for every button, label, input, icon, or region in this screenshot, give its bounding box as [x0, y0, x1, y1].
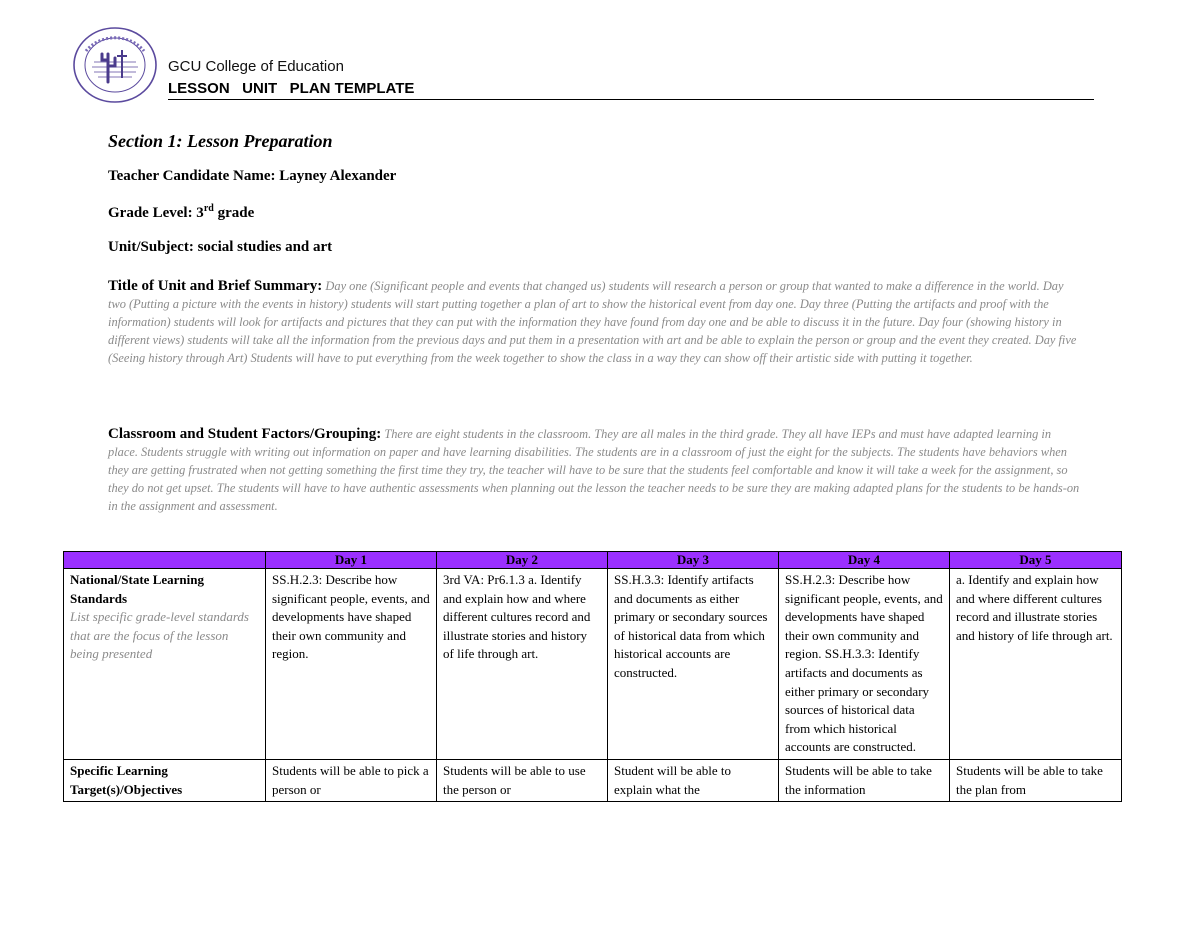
grade-level-suffix: grade: [213, 205, 255, 221]
student-factors-text: There are eight students in the classroom. They are all males in the third grade. They all have IEPs and must have adapted learning in place. Students struggle with writing out information on paper and have learning disabilities. The students are in a classroom of just the eight for the subjects. The students have behaviors when they are getting frustrated when not getting something the first time they try, the teacher will have to be sure that the students feel comfortable and know it will take a week for the assignment, so they do not get upset. The students will have to have authentic assessments when planning out the lesson the teacher needs to be sure they are making adapted plans for the students to be hands-on in the assignment and assessment.: [108, 427, 1080, 513]
college-name: GCU College of Education: [168, 58, 344, 75]
unit-subject-field: Unit/Subject: social studies and art: [108, 239, 333, 255]
header-cell-day-1: Day 1: [266, 552, 437, 569]
table-cell: SS.H.3.3: Identify artifacts and documents as either primary or secondary sources of historical data from which historical accounts are constructed.: [608, 569, 779, 760]
grade-level-field: [108, 203, 254, 222]
table-cell: 3rd VA: Pr6.1.3 a. Identify and explain how and where different cultures record and illustrate stories and history of life through art.: [437, 569, 608, 760]
grade-level-sup: rd: [203, 203, 214, 214]
unit-summary-label: Title of Unit and Brief Summary:: [108, 278, 323, 294]
section-heading: Section 1: Lesson Preparation: [108, 131, 333, 151]
row-label-text: National/State Learning Standards: [70, 572, 204, 606]
table-cell: a. Identify and explain how and where different cultures record and illustrate stories and history of life through art.: [950, 569, 1122, 760]
table-cell: Students will be able to take the information: [779, 759, 950, 801]
header-cell-day-5: Day 5: [950, 552, 1122, 569]
teacher-name-field: Teacher Candidate Name: Layney Alexander: [108, 168, 397, 184]
row-label-text: Specific Learning Target(s)/Objectives: [70, 762, 183, 797]
table-cell: SS.H.2.3: Describe how significant people, events, and developments have shaped their own community and region. SS.H.3.3: Identify artifacts and documents as either primary or secondary sources of historical data from which historical accounts are constructed.: [779, 569, 950, 760]
header-cell-day-3: Day 3: [608, 552, 779, 569]
student-factors: [108, 425, 1083, 515]
table-cell: Student will be able to explain what the: [608, 759, 779, 801]
table-cell: Students will be able to take the plan from: [950, 759, 1122, 801]
table-row: [64, 569, 1122, 760]
header-cell-day-2: Day 2: [437, 552, 608, 569]
grade-level-text: Grade Level: 3: [108, 205, 204, 221]
lesson-plan-table: [63, 551, 1122, 802]
header-cell-blank: [64, 552, 266, 569]
unit-summary: [108, 277, 1083, 367]
table-cell: Students will be able to pick a person or: [266, 759, 437, 801]
student-factors-label: Classroom and Student Factors/Grouping:: [108, 426, 382, 442]
row-label-standards: [64, 569, 266, 760]
table-cell: SS.H.2.3: Describe how significant people, events, and developments have shaped their own community and region.: [266, 569, 437, 760]
table-cell: Students will be able to use the person or: [437, 759, 608, 801]
unit-summary-text: Day one (Significant people and events that changed us) students will research a person or group that wanted to make a difference in the world. Day two (Putting a picture with the events in history) students will start putting together a plan of art to show the historical event from day one. Day three (Putting the artifacts and proof with the information) students will look for artifacts and pictures that they can put with the information they have found from day one and be able to discuss it in the future. Day four (showing history in different views) students will take all the information from the previous days and put them in a presentation with art and be able to explain the person or group and the event they created. Day five (Seeing history through Art) Students will have to put everything from the week together to show the class in a way they can show off their artistic side with putting it together.: [108, 279, 1077, 365]
row-sublabel-text: List specific grade-level standards that are the focus of the lesson being presented: [70, 609, 249, 662]
table-header-row: [64, 552, 1122, 569]
template-title: LESSON UNIT PLAN TEMPLATE: [168, 80, 1094, 100]
gcu-seal-icon: [72, 26, 158, 104]
table-row: [64, 759, 1122, 801]
header-cell-day-4: Day 4: [779, 552, 950, 569]
row-label-objectives: [64, 759, 266, 801]
